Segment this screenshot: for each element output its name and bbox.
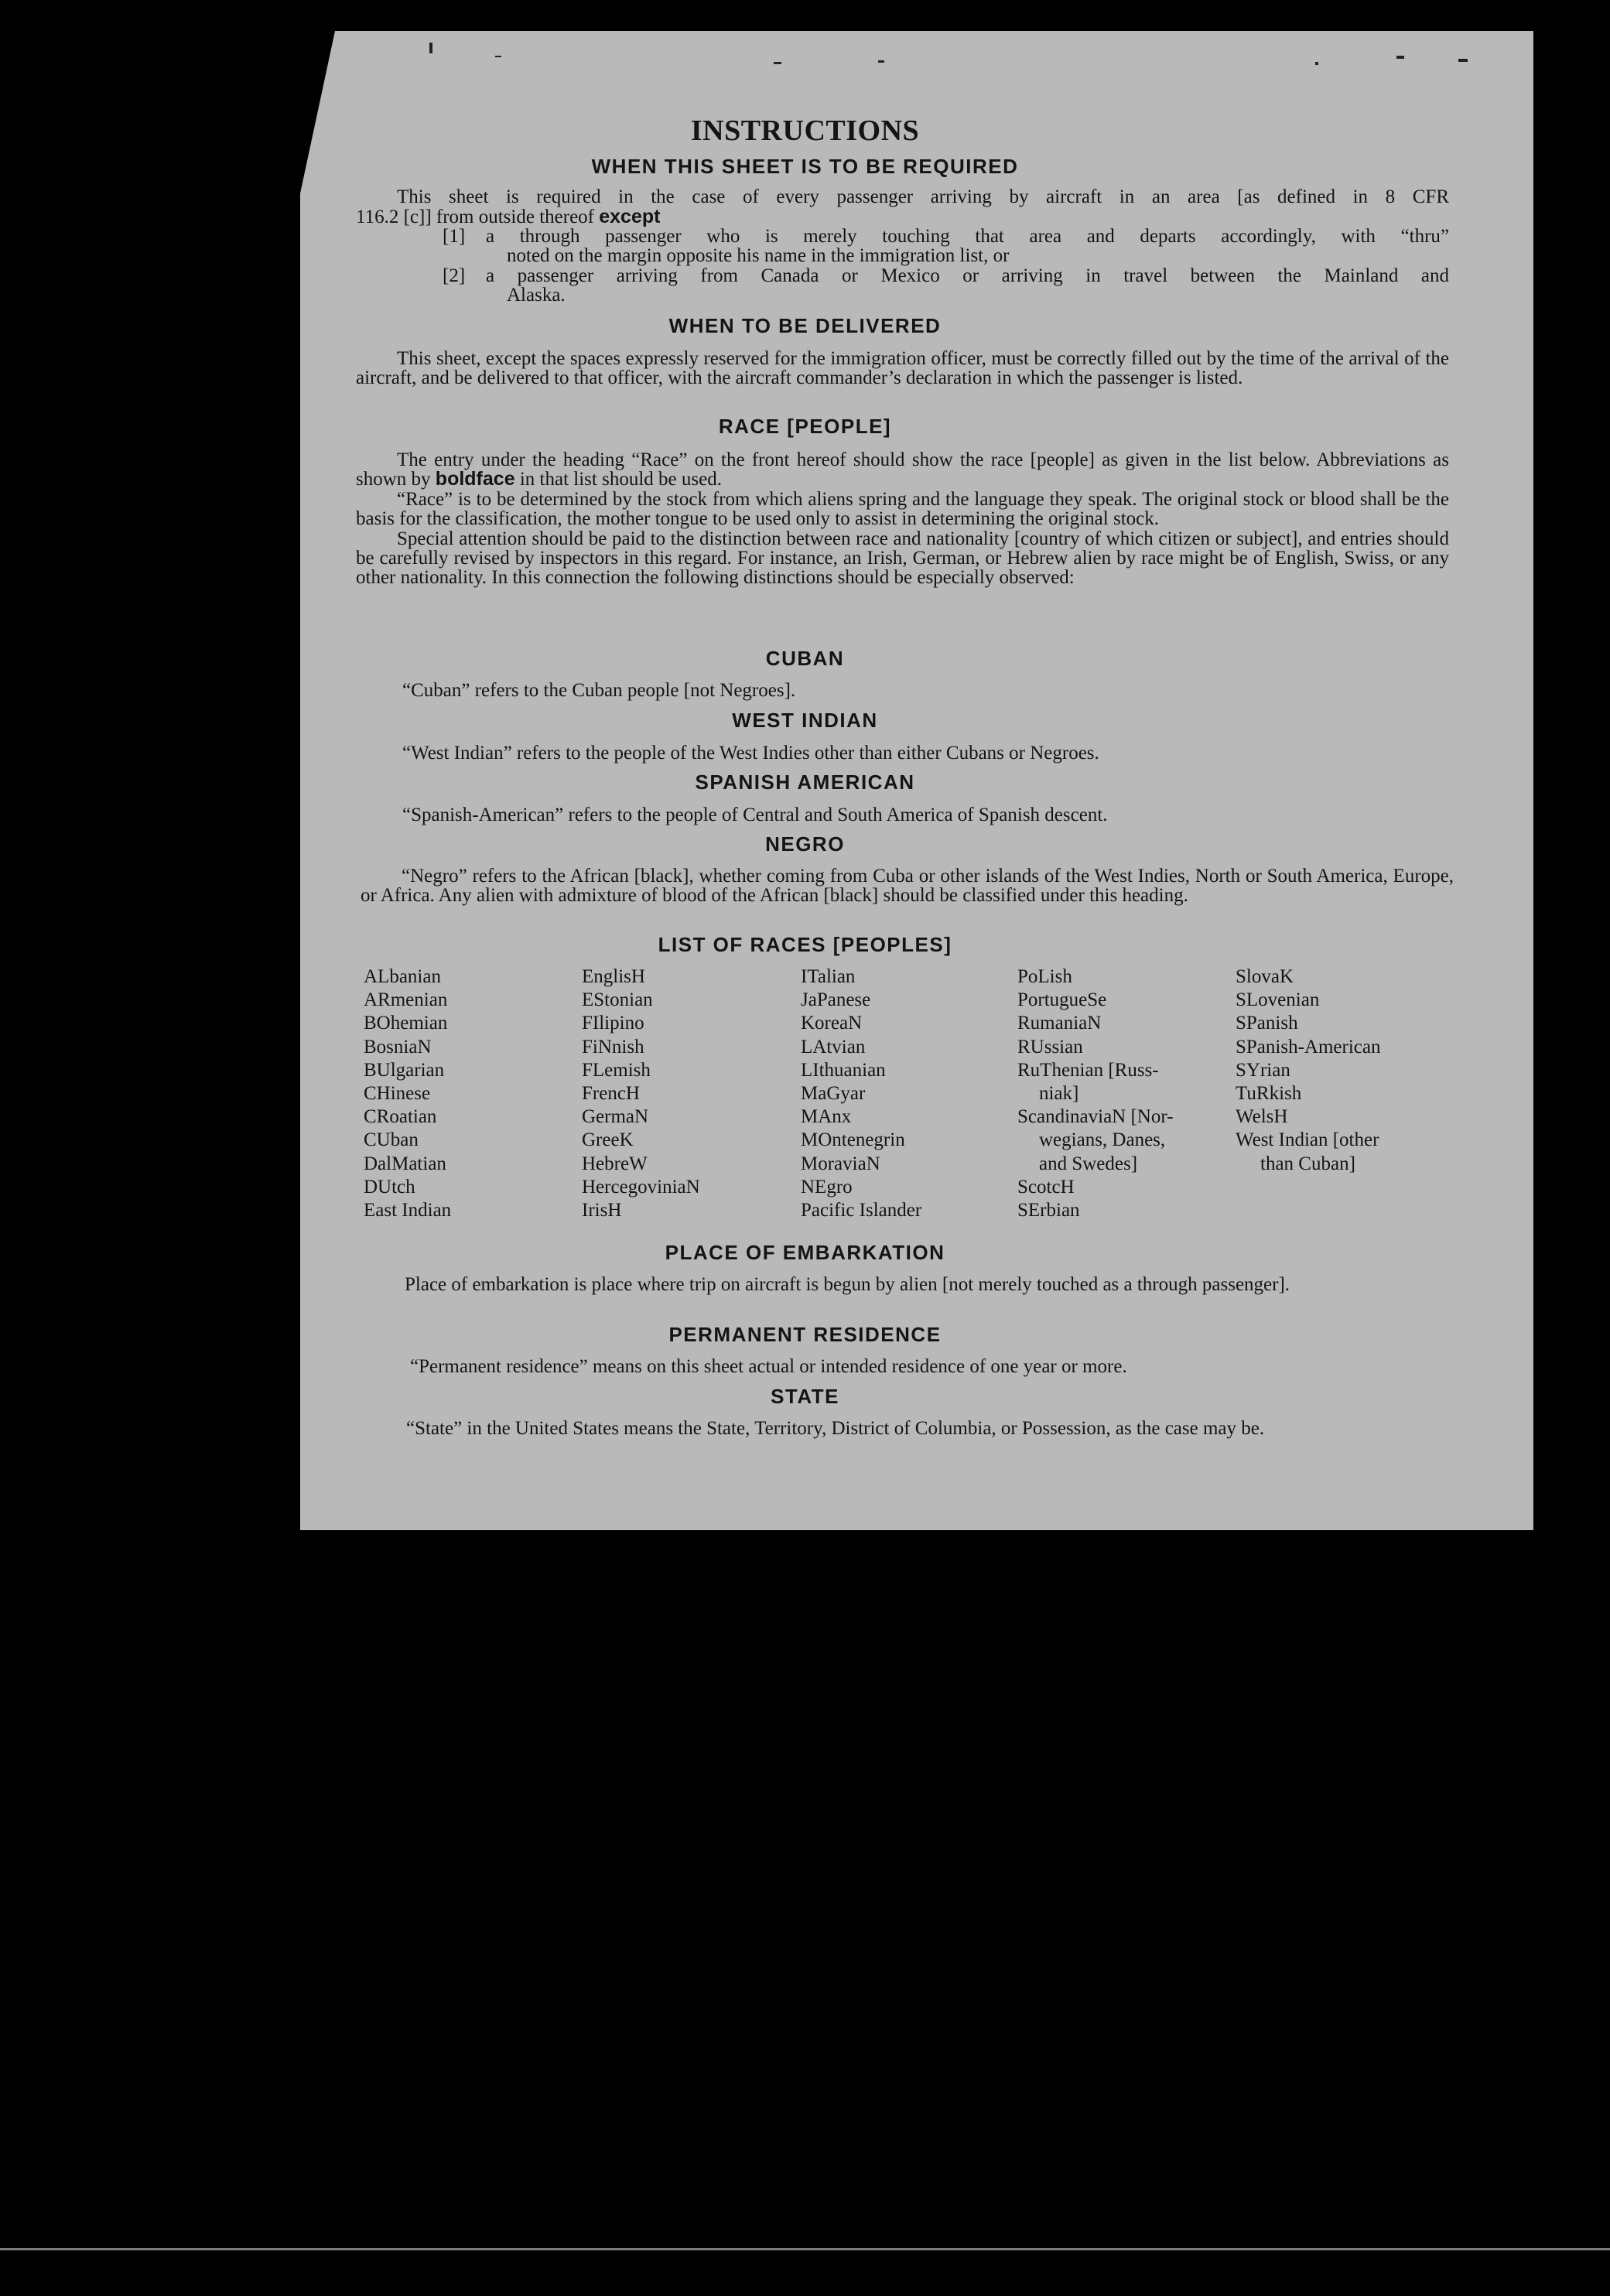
race-entry: JaPanese — [801, 989, 871, 1011]
race-entry: SLovenian — [1236, 989, 1320, 1011]
race-entry: ITalian — [801, 966, 856, 987]
when-required-line2-text: 116.2 [c]] from outside thereof — [356, 207, 600, 227]
race-entry: wegians, Danes, — [1039, 1129, 1166, 1151]
race-entry: EnglisH — [582, 966, 645, 987]
heading-race: RACE [PEOPLE] — [718, 415, 892, 438]
race-entry: LAtvian — [801, 1036, 866, 1057]
race-entry: RuThenian [Russ- — [1017, 1059, 1159, 1081]
heading-embarkation: PLACE OF EMBARKATION — [665, 1241, 945, 1264]
embarkation-paragraph: Place of embarkation is place where trip on aircraft is begun by alien [not merely touched as a through passenger]. — [405, 1274, 1290, 1295]
race-entry: SlovaK — [1236, 966, 1294, 987]
speck — [774, 62, 781, 64]
race-entry: RUssian — [1017, 1036, 1083, 1057]
race-entry: West Indian [other — [1236, 1129, 1379, 1151]
race-entry: EStonian — [582, 989, 653, 1011]
race-entry: GreeK — [582, 1129, 634, 1151]
race-entry: TuRkish — [1236, 1083, 1302, 1105]
race-column-1 — [364, 965, 451, 1222]
speck — [878, 60, 884, 63]
item2-line2: Alaska. — [507, 285, 566, 306]
race-column-2 — [582, 965, 700, 1222]
heading-list-of-races: LIST OF RACES [PEOPLES] — [658, 933, 952, 956]
race-entry: ScotcH — [1017, 1176, 1075, 1198]
race-entry: PoLish — [1017, 966, 1072, 987]
race-column-4 — [1017, 965, 1174, 1222]
when-delivered-text — [356, 349, 1449, 388]
race-entry: HercegoviniaN — [582, 1176, 700, 1198]
item2-line1: a passenger arriving from Canada or Mexico or arriving in travel between the Mainland and — [486, 265, 1449, 286]
race-entry: CRoatian — [364, 1106, 437, 1128]
speck — [1315, 62, 1318, 65]
race-entry: SYrian — [1236, 1059, 1290, 1081]
race-entry: LIthuanian — [801, 1059, 886, 1081]
race-entry: SPanish — [1236, 1013, 1298, 1034]
except-label: except — [599, 206, 661, 227]
race-entry: ALbanian — [364, 966, 441, 987]
race-entry: SPanish-American — [1236, 1036, 1381, 1057]
page-title: INSTRUCTIONS — [690, 114, 920, 147]
race-p1-b: in that list should be used. — [514, 469, 722, 490]
state-text — [365, 1419, 1458, 1438]
cuban-text: “Cuban” refers to the Cuban people [not Negroes]. — [402, 680, 796, 701]
heading-west-indian: WEST INDIAN — [732, 709, 878, 732]
when-delivered-paragraph: This sheet, except the spaces expressly reserved for the immigration officer, must be correctly filled out by the time of the arrival of the aircraft, and be delivered to that officer, with the aircraft commander’s declaration in which the passenger is listed. — [356, 348, 1449, 389]
race-entry: MAnx — [801, 1106, 852, 1128]
race-entry: NEgro — [801, 1176, 853, 1198]
race-entry: SErbian — [1017, 1200, 1080, 1221]
race-column-5 — [1236, 965, 1380, 1176]
boldface-word: boldface — [435, 468, 515, 490]
race-paragraph-2: “Race” is to be determined by the stock from which aliens spring and the language they speak. The original stock or blood shall be the basis for the classification, the mother tongue to be used only to assist in determining the original stock. — [356, 488, 1449, 530]
race-entry: RumaniaN — [1017, 1013, 1102, 1034]
race-entry: FiNnish — [582, 1036, 644, 1057]
speck — [429, 43, 432, 53]
heading-when-required: WHEN THIS SHEET IS TO BE REQUIRED — [591, 155, 1019, 178]
race-entry: ARmenian — [364, 989, 448, 1011]
negro-paragraph: “Negro” refers to the African [black], whether coming from Cuba or other islands of the West Indies, North or South America, Europe, or Africa. Any alien with admixture of blood of the African [black] should be classified under this heading. — [361, 866, 1454, 907]
race-entry: FLemish — [582, 1059, 651, 1081]
item1-number: [1] — [443, 226, 466, 247]
west-indian-text: “West Indian” refers to the people of the West Indies other than either Cubans or Negroes. — [402, 743, 1099, 764]
race-entry: MOntenegrin — [801, 1129, 905, 1151]
race-entry: MaGyar — [801, 1083, 866, 1105]
heading-spanish-american: SPANISH AMERICAN — [695, 770, 915, 794]
race-entry: ScandinaviaN [Nor- — [1017, 1106, 1174, 1128]
race-entry: GermaN — [582, 1106, 649, 1128]
race-paragraph-1 — [356, 450, 1449, 490]
heading-negro: NEGRO — [765, 832, 845, 856]
race-paragraph-3: Special attention should be paid to the distinction between race and nationality [country of which citizen or subject], and entries should be carefully revised by inspectors in this regard. For instance, an Irish, German, or Hebrew alien by race might be of English, Swiss, or any other nationality. In this connection the following distinctions should be especially observed: — [356, 528, 1449, 589]
race-entry: East Indian — [364, 1200, 452, 1221]
race-entry: PortugueSe — [1017, 989, 1107, 1011]
race-entry: BosniaN — [364, 1036, 432, 1057]
speck — [495, 56, 501, 57]
race-entry: DUtch — [364, 1176, 415, 1198]
race-entry: MoraviaN — [801, 1153, 880, 1174]
when-required-line2 — [356, 207, 660, 227]
race-entry: FIlipino — [582, 1013, 644, 1034]
race-entry: CUban — [364, 1129, 419, 1151]
speck — [1458, 59, 1468, 62]
embarkation-text — [364, 1275, 1457, 1294]
scanner-line — [0, 2248, 1610, 2250]
race-entry: BUlgarian — [364, 1059, 445, 1081]
item1-line2: noted on the margin opposite his name in the immigration list, or — [507, 245, 1010, 266]
when-required-line1: This sheet is required in the case of every passenger arriving by aircraft in an area [as defined in 8 CFR — [397, 186, 1449, 207]
race-text — [356, 450, 1449, 588]
race-p1-a: The entry under the heading “Race” on the front hereof should show the race [people] as given in the list below. Abbreviations as shown by — [356, 449, 1449, 490]
race-entry: than Cuban] — [1260, 1153, 1355, 1174]
race-entry: niak] — [1039, 1083, 1079, 1105]
race-entry: CHinese — [364, 1083, 431, 1105]
negro-text — [361, 866, 1454, 906]
race-entry: WelsH — [1236, 1106, 1288, 1128]
item2-number: [2] — [443, 265, 466, 286]
state-paragraph: “State” in the United States means the State, Territory, District of Columbia, or Possession, as the case may be. — [406, 1418, 1265, 1439]
spanish-american-text: “Spanish-American” refers to the people of Central and South America of Spanish descent. — [402, 805, 1108, 825]
race-entry: and Swedes] — [1039, 1153, 1138, 1174]
race-entry: HebreW — [582, 1153, 648, 1174]
item1-line1: a through passenger who is merely touching that area and departs accordingly, with “thru” — [486, 226, 1449, 247]
race-entry: FrencH — [582, 1083, 640, 1105]
heading-residence: PERMANENT RESIDENCE — [668, 1323, 942, 1346]
residence-text: “Permanent residence” means on this sheet actual or intended residence of one year or more. — [410, 1356, 1127, 1377]
heading-when-delivered: WHEN TO BE DELIVERED — [668, 314, 942, 337]
race-column-3 — [801, 965, 921, 1222]
race-entry: DalMatian — [364, 1153, 446, 1174]
race-entry: IrisH — [582, 1200, 622, 1221]
heading-cuban: CUBAN — [765, 647, 845, 670]
race-entry: BOhemian — [364, 1013, 448, 1034]
race-entry: Pacific Islander — [801, 1200, 922, 1221]
race-entry: KoreaN — [801, 1013, 863, 1034]
heading-state: STATE — [771, 1385, 839, 1408]
speck — [1396, 56, 1404, 59]
